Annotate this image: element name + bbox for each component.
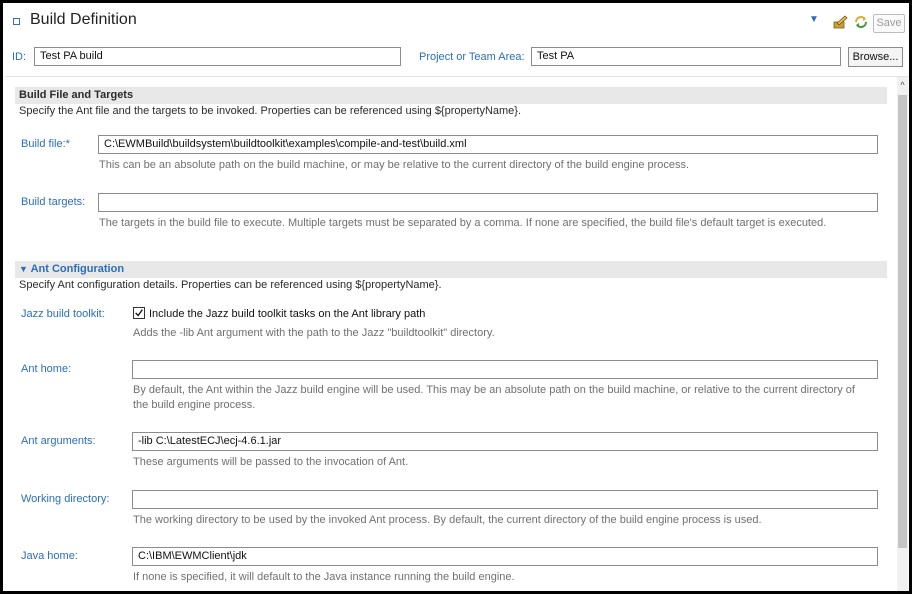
editor-tab-icon: [13, 18, 20, 25]
include-toolkit-checkbox-label[interactable]: Include the Jazz build toolkit tasks on the Ant library path: [149, 308, 426, 320]
section-build-file-and-targets: Build File and Targets: [15, 87, 887, 104]
working-directory-input[interactable]: [132, 490, 878, 509]
section-description: Specify the Ant file and the targets to be invoked. Properties can be referenced using ${propertyName}.: [19, 105, 522, 117]
build-file-help: This can be an absolute path on the build machine, or may be relative to the current directory of the build engine process.: [99, 159, 690, 171]
project-or-team-area-label[interactable]: Project or Team Area:: [419, 51, 525, 63]
browse-button[interactable]: Browse...: [848, 47, 903, 67]
ant-arguments-label: Ant arguments:: [21, 435, 96, 447]
vertical-scrollbar[interactable]: [897, 77, 908, 591]
ant-home-help-line2: the build engine process.: [133, 399, 256, 411]
jazz-build-toolkit-help: Adds the -lib Ant argument with the path to the Jazz "buildtoolkit" directory.: [133, 327, 495, 339]
checkmark-icon: [134, 308, 144, 318]
ant-home-input[interactable]: [132, 360, 878, 379]
java-home-help: If none is specified, it will default to the Java instance running the build engine.: [133, 571, 515, 583]
section-ant-configuration[interactable]: [15, 261, 887, 278]
collapse-arrow-icon[interactable]: ▼: [19, 264, 28, 274]
build-file-input[interactable]: C:\EWMBuild\buildsystem\buildtoolkit\examples\compile-and-test\build.xml: [98, 135, 878, 154]
jazz-build-toolkit-label: Jazz build toolkit:: [21, 308, 105, 320]
java-home-label: Java home:: [21, 550, 78, 562]
ant-arguments-input[interactable]: -lib C:\LatestECJ\ecj-4.6.1.jar: [132, 432, 878, 451]
id-label: ID:: [12, 51, 27, 63]
ant-home-help-line1: By default, the Ant within the Jazz build engine will be used. This may be an absolute path on the build machine, or relative to the current directory of: [133, 384, 855, 396]
page-title: Build Definition: [30, 11, 137, 28]
build-targets-input[interactable]: [98, 193, 878, 212]
ant-arguments-help: These arguments will be passed to the invocation of Ant.: [133, 456, 409, 468]
save-button[interactable]: Save: [873, 14, 905, 33]
section-description: Specify Ant configuration details. Properties can be referenced using ${propertyName}.: [19, 279, 442, 291]
refresh-icon[interactable]: [853, 14, 869, 30]
working-directory-label: Working directory:: [21, 493, 110, 505]
id-input[interactable]: Test PA build: [34, 47, 401, 66]
section-title: Ant Configuration: [30, 263, 125, 275]
build-targets-label: Build targets:: [21, 196, 86, 208]
ant-home-label: Ant home:: [21, 363, 72, 375]
dropdown-arrow-icon[interactable]: ▼: [809, 14, 819, 25]
build-targets-help: The targets in the build file to execute. Multiple targets must be separated by a comma. If none are specified, the build file's default target is executed.: [99, 217, 827, 229]
build-file-label: Build file:*: [21, 138, 70, 150]
scroll-thumb[interactable]: [898, 95, 907, 548]
include-toolkit-checkbox[interactable]: [133, 307, 145, 319]
edit-tool-icon[interactable]: [832, 14, 848, 30]
working-directory-help: The working directory to be used by the invoked Ant process. By default, the current directory of the build engine process is used.: [133, 514, 762, 526]
java-home-input[interactable]: C:\IBM\EWMClient\jdk: [132, 547, 878, 566]
scroll-up-icon[interactable]: ^: [900, 80, 905, 90]
project-or-team-area-input[interactable]: Test PA: [531, 47, 841, 66]
